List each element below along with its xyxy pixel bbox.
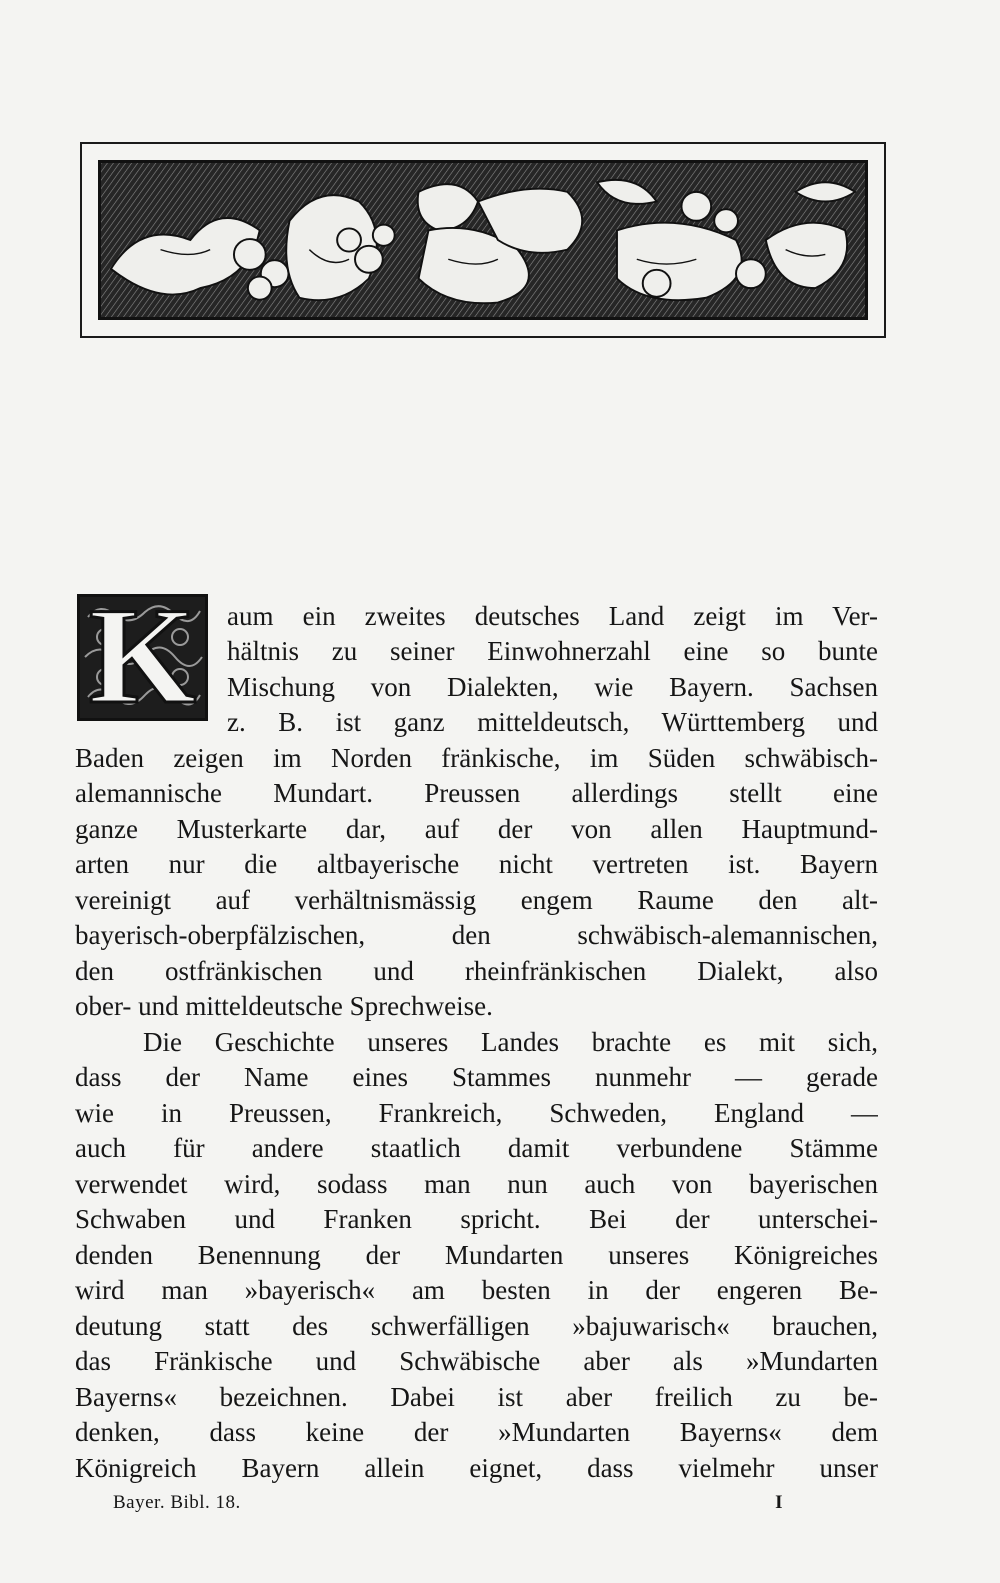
text-line: alemannische Mundart. Preussen allerdings stellt eine	[75, 778, 878, 808]
text-line: Mischung von Dialekten, wie Bayern. Sachsen	[227, 672, 878, 702]
text-line: bayerisch-oberpfälzischen, den schwäbisch-alemannischen,	[75, 920, 878, 950]
text-line: das Fränkische und Schwäbische aber als »Mundarten	[75, 1346, 878, 1376]
text-line: deutung statt des schwerfälligen »bajuwarisch« brauchen,	[75, 1311, 878, 1341]
text-line: vereinigt auf verhältnismässig engem Raume den alt-	[75, 885, 878, 915]
text-line: den ostfränkischen und rheinfränkischen Dialekt, also	[75, 956, 878, 986]
text-line: z. B. ist ganz mitteldeutsch, Württemberg und	[227, 707, 878, 737]
text-line: denden Benennung der Mundarten unseres Königreiches	[75, 1240, 878, 1270]
drop-initial	[77, 594, 208, 721]
text-line: Bayerns« bezeichnen. Dabei ist aber freilich zu be-	[75, 1382, 878, 1412]
text-line: dass der Name eines Stammes nunmehr — gerade	[75, 1062, 878, 1092]
page-number: I	[775, 1492, 783, 1513]
printer-signature: Bayer. Bibl. 18.	[113, 1492, 241, 1513]
text-line: Schwaben und Franken spricht. Bei der unterschei-	[75, 1204, 878, 1234]
text-line: ganze Musterkarte dar, auf der von allen Hauptmund-	[75, 814, 878, 844]
text-line: arten nur die altbayerische nicht vertreten ist. Bayern	[75, 849, 878, 879]
text-line: Königreich Bayern allein eignet, dass vielmehr unser	[75, 1453, 878, 1483]
initial-letter: K	[88, 594, 197, 721]
page-footer	[113, 1490, 783, 1516]
cherubs-fruit-garland-ornament	[98, 160, 868, 320]
text-line: wird man »bayerisch« am besten in der engeren Be-	[75, 1275, 878, 1305]
text-line: ober- und mitteldeutsche Sprechweise.	[75, 991, 493, 1021]
text-line: aum ein zweites deutsches Land zeigt im Ver-	[227, 601, 878, 631]
text-line: verwendet wird, sodass man nun auch von bayerischen	[75, 1169, 878, 1199]
text-line: auch für andere staatlich damit verbundene Stämme	[75, 1133, 878, 1163]
text-line: Baden zeigen im Norden fränkische, im Süden schwäbisch-	[75, 743, 878, 773]
text-line: wie in Preussen, Frankreich, Schweden, England —	[75, 1098, 878, 1128]
text-line: denken, dass keine der »Mundarten Bayerns« dem	[75, 1417, 878, 1447]
ornamental-headpiece	[80, 142, 886, 338]
text-line: hältnis zu seiner Einwohnerzahl eine so bunte	[227, 636, 878, 666]
paragraph-first-line: Die Geschichte unseres Landes brachte es mit sich,	[143, 1027, 878, 1057]
